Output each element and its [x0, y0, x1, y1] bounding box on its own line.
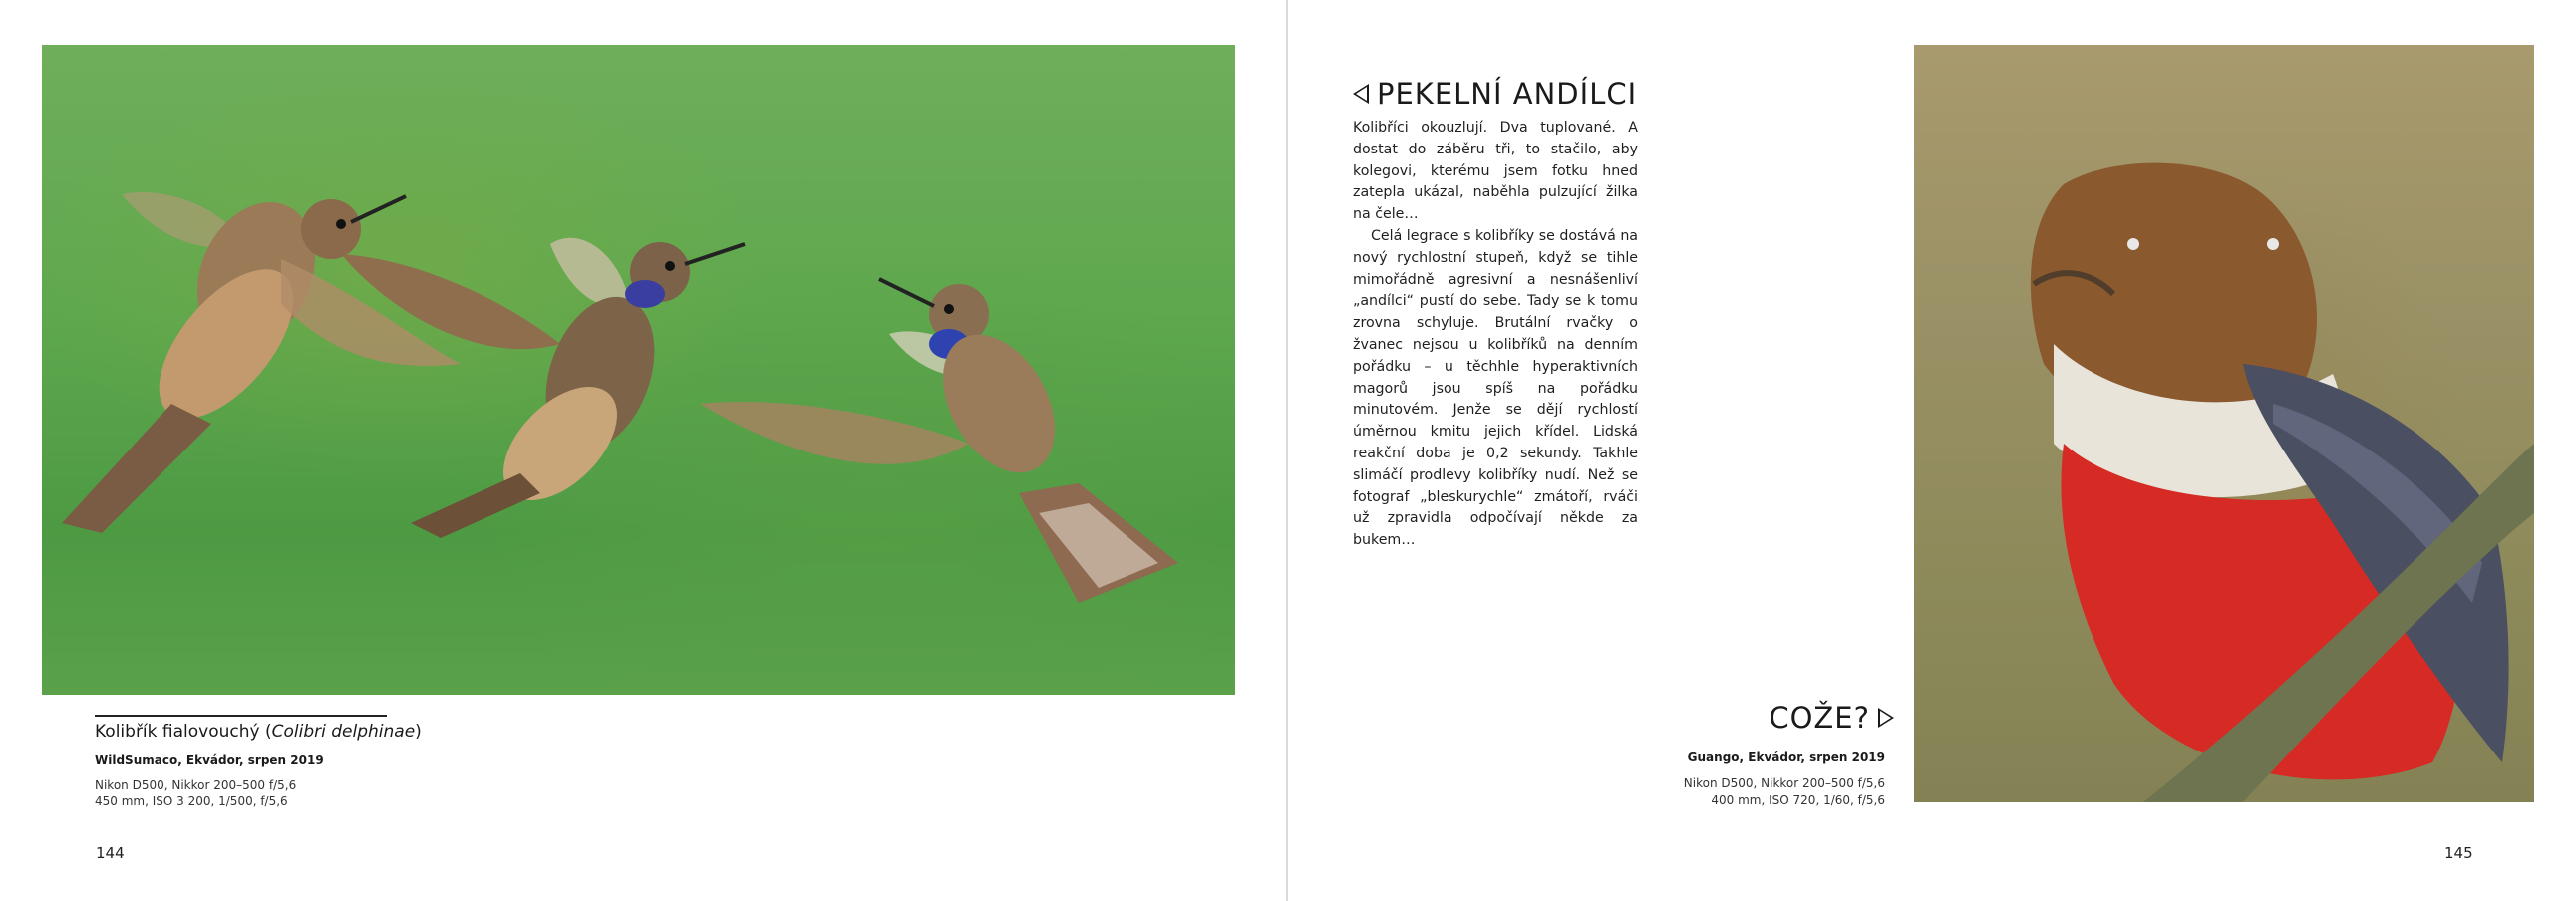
triangle-right-outline-icon — [1878, 708, 1894, 728]
book-gutter — [1286, 0, 1288, 901]
secondary-heading-text: COŽE? — [1769, 701, 1870, 735]
paragraph-2: Celá legrace s kolibříky se dostává na nový rychlostní stupeň, když se tihle mimořádně agresivní a nesnášenliví „andílci“ pustí do sebe. Tady se k tomu zrovna schyluje. Brutální rvačky o žvanec nejsou u kolibříků na denním pořádku – u těchhle hyperaktivních magorů jsou spíš na pořádku minutovém. Jenže se dějí rychlostí úměrnou kmitu jejich křídel. Lidská reakční doba je 0,2 sekundy. Takhle slimáčí prodlevy kolibříky nudí. Než se fotograf „bleskurychle“ zmátoří, rváči už zpravidla odpočívají někde za bukem… — [1353, 227, 1638, 549]
caption-rule — [95, 715, 387, 717]
caption-location-right: Guango, Ekvádor, srpen 2019 — [1687, 751, 1885, 764]
caption-location: WildSumaco, Ekvádor, srpen 2019 — [95, 753, 324, 767]
triangle-left-outline-icon — [1353, 84, 1369, 104]
trogon-illustration — [1914, 45, 2534, 802]
page-number-left: 144 — [96, 844, 125, 862]
secondary-heading — [1769, 700, 1894, 736]
page-number-right: 145 — [2444, 844, 2473, 862]
trogon-photo — [1914, 45, 2534, 802]
caption-tech-line-1-right: Nikon D500, Nikkor 200–500 f/5,6 — [1683, 776, 1885, 790]
hummingbird-left — [62, 183, 461, 533]
caption-common-name: Kolibřík fialovouchý ( — [95, 722, 272, 742]
section-heading-text: PEKELNÍ ANDÍLCI — [1377, 77, 1638, 111]
trogon-bird — [2031, 163, 2509, 780]
paragraph-1: Kolibříci okouzlují. Dva tuplované. A dostat do záběru tři, to stačilo, aby kolegovi, kterému jsem fotku hned zatepla ukázal, naběhla pulzující žilka na čele… — [1353, 120, 1638, 223]
body-text — [1353, 118, 1638, 552]
hummingbird-right — [700, 279, 1178, 603]
caption-title — [95, 720, 422, 744]
hummingbirds-illustration — [42, 45, 1235, 695]
caption-tech-line-2: 450 mm, ISO 3 200, 1/500, f/5,6 — [95, 794, 288, 808]
section-heading — [1353, 76, 1637, 112]
caption-title-close: ) — [415, 722, 422, 742]
caption-tech-line-2-right: 400 mm, ISO 720, 1/60, f/5,6 — [1711, 793, 1885, 807]
caption-latin-name: Colibri delphinae — [271, 722, 416, 742]
hummingbirds-photo — [42, 45, 1235, 695]
caption-tech-line-1: Nikon D500, Nikkor 200–500 f/5,6 — [95, 778, 297, 792]
hummingbird-middle — [341, 238, 745, 538]
